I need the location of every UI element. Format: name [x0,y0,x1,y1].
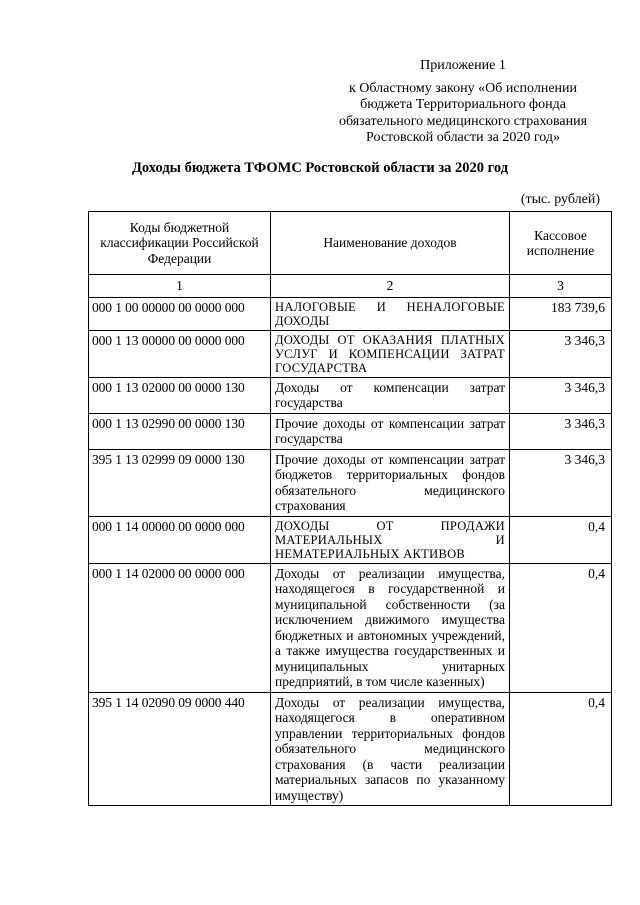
income-name-cell: ДОХОДЫ ОТ ПРОДАЖИ МАТЕРИАЛЬНЫХ И НЕМАТЕРИАЛЬНЫХ АКТИВОВ [271,516,510,563]
budget-code-cell: 000 1 00 00000 00 0000 000 [89,297,271,330]
appendix-note [318,58,608,147]
table-row [89,563,612,692]
table-row [89,413,612,449]
income-name-cell: Доходы от реализации имущества, находящегося в государственной и муниципальной собственности (за исключением движимого имущества бюджетных и автономных учреждений, а также имущества государственных и муниципальных унитарных предприятий, в том числе казенных) [271,563,510,692]
budget-code-cell: 395 1 13 02999 09 0000 130 [89,449,271,516]
budget-code-cell: 000 1 13 00000 00 0000 000 [89,330,271,377]
amount-cell: 0,4 [510,563,612,692]
amount-cell: 3 346,3 [510,413,612,449]
table-body [89,297,612,806]
budget-code-cell: 395 1 14 02090 09 0000 440 [89,692,271,806]
header-amount: Кассовое исполнение [510,212,612,275]
income-name-cell: Доходы от компенсации затрат государства [271,377,510,413]
units-label: (тыс. рублей) [520,192,600,207]
table-header-row [89,212,612,275]
appendix-number: Приложение 1 [420,58,506,73]
income-name-cell: Прочие доходы от компенсации затрат государства [271,413,510,449]
budget-code-cell: 000 1 14 00000 00 0000 000 [89,516,271,563]
column-number: 3 [510,275,612,298]
budget-code-cell: 000 1 14 02000 00 0000 000 [89,563,271,692]
income-table [88,211,612,806]
table-row [89,330,612,377]
table-row [89,377,612,413]
amount-cell: 3 346,3 [510,449,612,516]
column-numbers-row [89,275,612,298]
table-row [89,516,612,563]
table-row [89,297,612,330]
budget-code-cell: 000 1 13 02000 00 0000 130 [89,377,271,413]
header-codes: Коды бюджетной классификации Российской Федерации [89,212,271,275]
amount-cell: 0,4 [510,516,612,563]
budget-code-cell: 000 1 13 02990 00 0000 130 [89,413,271,449]
income-name-cell: Прочие доходы от компенсации затрат бюджетов территориальных фондов обязательного медицинского страхования [271,449,510,516]
table-row [89,449,612,516]
income-name-cell: НАЛОГОВЫЕ И НЕНАЛОГОВЫЕ ДОХОДЫ [271,297,510,330]
table-row [89,692,612,806]
amount-cell: 3 346,3 [510,330,612,377]
appendix-line: бюджета Территориального фонда [360,97,566,112]
appendix-line: обязательного медицинского страхования [338,113,588,129]
income-name-cell: Доходы от реализации имущества, находящегося в оперативном управлении территориальных фондов обязательного медицинского страхования (в части реализации материальных запасов по указанному имуществу) [271,692,510,806]
income-name-cell: ДОХОДЫ ОТ ОКАЗАНИЯ ПЛАТНЫХ УСЛУГ И КОМПЕНСАЦИИ ЗАТРАТ ГОСУДАРСТВА [271,330,510,377]
appendix-line: к Областному закону «Об исполнении [348,80,578,96]
amount-cell: 183 739,6 [510,297,612,330]
header-name: Наименование доходов [271,212,510,275]
appendix-line: Ростовской области за 2020 год» [366,130,560,145]
column-number: 1 [89,275,271,298]
amount-cell: 3 346,3 [510,377,612,413]
column-number: 2 [271,275,510,298]
document-title: Доходы бюджета ТФОМС Ростовской области за 2020 год [131,160,509,176]
amount-cell: 0,4 [510,692,612,806]
